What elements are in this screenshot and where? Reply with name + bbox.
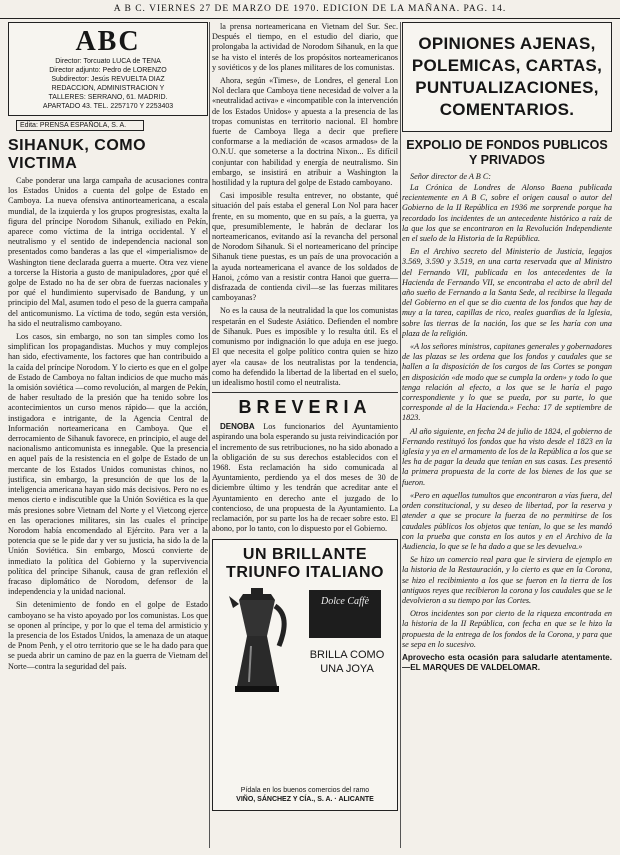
masthead-director: Director: Torcuato LUCA de TENA (55, 58, 161, 65)
opinion-section-box (402, 22, 612, 132)
ad-footer (217, 786, 393, 804)
ad-footer-line-1: Pídala en los buenos comercios del ramo (240, 787, 370, 795)
breveria-title: BREVERIA (238, 397, 372, 418)
breveria-text: Los funcionarios del Ayuntamiento aspirando una bola esperando su justa reivindicación por el incremento de sus retribuciones, no ha sido abonado a la obligación de su sus derechos establecidos con el 1968. Esta reclamación ha sido comunicada al Ayuntamiento, perdiendo ya el dos meses de 30 de diciembre último y les tendrán que acreditar ante el Ayuntamiento en derecho ante el juzgado de lo contencioso, de una propuesta de la Ayuntamiento. La reclamación, por su parte los ha de recaer sobre esto. El abono, por lo tanto, con lo dispuesto por el Gobierno. (212, 422, 398, 534)
ad-product-label: Dolce Caffè (309, 590, 381, 638)
article-paragraph: Casi imposible resulta entrever, no obstante, qué situación del país estaba el general Lon Nol para hacer frente, en su momento, que en su país, a la guerra, ya que, presumiblemente, le habrán de declarar los norteamericanos, evitando así la revancha del personal de Norodom Sihanuk. Si el norteamericano del príncipe Sihanuk tiene puestas, es un país de una provocación a la ayuda norteamericana el avance de los soldados de Hanoi, ¿cómo van a resistir contra Hanoi que guerra—disfrazada de contienda civil—se las fuerzas militares camboyanas? (212, 191, 398, 303)
letter-paragraph: «Pero en aquellos tumultos que encontraron a vías fuera, del orden constitucional, y su deseo de libertad, por la reserva y atender a que se procure la fuerza de no permitirse de los caudales públicos los objetos que tenían, lo que se les mandó con la prueba que consta en los autos y en el Archivo de la Audiencia, lo que se le ha dado a que se les devuelva.» (402, 490, 612, 551)
masthead-phone: APARTADO 43. TEL. 2257170 Y 2253403 (42, 103, 174, 110)
article-paragraph: Los casos, sin embargo, no son tan simples como los simplifican los propagandistas. Muchos y muy complejos han sido, efectivamente, los factores que han contribuido a la caída del príncipe Norodom. Y lo cierto es que en el golpe de Estado de Camboya no faltan indicios de que mucho más la omisión soviética —como revolución, al margen de Pekín, de haber resultado de la presión que ha tenido sobre los acontecimientos un curso menos rápido— que la acción, instigadora e intrigante, de la Agencia Central de Información norteamericana en Camboya. Que el derrocamiento de Sihanuk favorece, en principio, el auge del nacionalismo anticomunista es innegable. Que la presencia en aquel país de la resistencia en el golpe de Estado de un mercante de los Estados Unidos comunistas chinos, no justifica, sin embargo, la presunción de que los de la inteligencia americana hayan sido más decisivos. Pero no es menos cierto e indiscutible que la Unión Soviética es la que más presiones sobre Vietnam del Norte y el Vietcong ejerce en las operaciones militares, sin las cuales el príncipe Norodom había encomendado al Ejército. Para ver a la potencia que se le pide dar y ver su justicia, ha sido la de la Unión Soviética. Sin embargo, Moscú convierte de inmediato la política del Gobierno y la supervivencia política del príncipe Sihanuk, causa de gran reflexión el fracaso diplomático de Norodom, defensor de la independencia y la unidad nacional. (8, 332, 208, 597)
middle-column (212, 22, 398, 848)
letter-paragraph: La Crónica de Londres de Alonso Baena publicada recientemente en A B C, sobre el origen causal o autor del Gobierno de la II República en 1936 me sorprende porque ha recordado los incidentes de un antecedente histórico a raíz de la que los que se encontraron en la Revolución Independiente en el suelo de la Historia de la República. (402, 183, 612, 244)
letter-paragraph: Se hizo un comercio real para que le sirviera de ejemplo en la historia de la Restauración, y lo cierto es que en la Corona, se hizo el recibimiento a los que se fueron en la tierra de los antiguos reyes que recibieron la corona y los caudales que se le devolvieron a su tiempo por las Cortes. (402, 555, 612, 605)
masthead-box (8, 22, 208, 116)
coffee-ad (212, 539, 398, 811)
breveria-location: DENOBA (220, 422, 255, 432)
article-paragraph: No es la causa de la neutralidad la que los comunistas respetarán en el Sudeste Asiático. Defienden el nombre de Sihanuk. Pues es imposible y lo resulta útil. Es el comunismo por indignación lo que aduja en ese juego. El que necesita el golpe político contra quien se hizo ayer «la causa» de los neutralistas por la tendencia, como ha defendido la libertad de la libertad en el suelo, un idealismo hostil como el neutralista. (212, 306, 398, 387)
opinion-line: COMENTARIOS. (439, 100, 575, 119)
letter-paragraph: «A los señores ministros, capitanes generales y gobernadores de las plazas se les ordena que los fondos y caudales que se hallen a la disposición de los cargos de las Cortes se pongan en disposición «de modo que se cumpla la orden» y todo lo que tenga relación al efecto, a los que se le haría el pago correspondiente y lo que se pueda, por su parte, lo que corresponde al de la Hacienda.» Fecha: 17 de septiembre de 1823. (402, 342, 612, 423)
article-title-expolio: EXPOLIO DE FONDOS PUBLICOS Y PRIVADOS (406, 138, 608, 167)
letter-signature: Aprovecho esta ocasión para saludarle atentamente.—EL MARQUES DE VALDELOMAR. (402, 652, 612, 673)
article-paragraph: Ahora, según «Times», de Londres, el general Lon Nol declara que Camboya tiene necesidad de volver a la «neutralidad activa» e «incompatible con la intervención de los Estados Unidos» y apuesta a la presencia de las tropas comunistas en territorio nacional. El hombre fuerte de Camboya llega a decir que prefiere conformarse a la mediación de «casos armados» de la O.N.U. que someterse a la doctrina Nixon... Es difícil conjuntar con habilidad y energía de neutralismo. Sin embargo, se insistirá en atribuir a Washington la hostilidad y la ruptura del golpe de Estado camboyano. (212, 76, 398, 188)
masthead-deputy-director: Director adjunto: Pedro de LORENZO (49, 67, 167, 74)
article-title-sihanuk: SIHANUK, COMO VICTIMA (8, 137, 147, 172)
section-divider (212, 392, 398, 393)
page-header: A B C. VIERNES 27 DE MARZO DE 1970. EDICION DE LA MAÑANA. PAG. 14. (0, 0, 620, 19)
letter-salutation: Señor director de A B C: (410, 172, 492, 181)
masthead-address-1: REDACCION, ADMINISTRACION Y (51, 85, 165, 92)
masthead-subdirector: Subdirector: Jesús REVUELTA DIAZ (51, 76, 165, 83)
abc-logo: ABC (75, 26, 141, 57)
column-divider (209, 22, 210, 848)
ad-slogan (301, 648, 393, 676)
opinion-line: PUNTUALIZACIONES, (415, 78, 599, 97)
opinion-line: OPINIONES AJENAS, (418, 34, 596, 53)
ad-footer-line-2: VIÑO, SÁNCHEZ Y CÍA., S. A. · ALICANTE (236, 796, 374, 804)
letter-paragraph: Al año siguiente, en fecha 24 de julio de 1824, el gobierno de Fernando restituyó los fondos que ha visto desde el 1823 en la iglesia y ya en el armamento de los de la República a los que se les ha de pagar la deuda que tenían en sus casas. Les presentó la primera propuesta de la corte de los bienes de los que se fueron. (402, 426, 612, 487)
column-divider (400, 22, 401, 848)
ad-slogan-line-1: BRILLA COMO (309, 649, 385, 662)
breveria-paragraph (212, 422, 398, 534)
coffee-pot-icon (221, 586, 293, 696)
opinion-line: POLEMICAS, CARTAS, (411, 56, 603, 75)
publisher-note: Edita: PRENSA ESPAÑOLA, S. A. (16, 120, 144, 131)
right-column (402, 22, 612, 848)
ad-headline-2: TRIUNFO ITALIANO (226, 564, 384, 582)
article-paragraph: Cabe ponderar una larga campaña de acusaciones contra los Estados Unidos a cuenta del golpe de Estado en Camboya. La nueva ofensiva antinorteamericana, a escala mundial, de la izquierda y los grupos progresistas, exalta la figura del príncipe Norodom Sihanuk, exiliado en Pekín, aparece como víctima de la intriga occidental. Y el neutralismo y el sentido de independencia nacional son presentados como banderas a las que el «imperialismo» de Washington tiene declarada guerra a muerte. Otra vez viene a torcerse la Historia a gusto de manipuladores, ¿por qué el golpe de Estado no ha de ser obra de fuerzas nacionales y por qué el hundimiento supervisado de Bandung, y un principio del Mal, asumen todo el peso de la guerra campaña del anticomunismo. La víctima de todo, según esta versión, ha sido el neutralismo camboyano. (8, 176, 208, 328)
ad-headline-1: UN BRILLANTE (242, 546, 368, 564)
article-paragraph: la prensa norteamericana en Vietnam del Sur. Sec. Después el tiempo, en el estudio del diario, que prolongaba la actividad de Norodom Sihanuk, en la que se ha visto el interés de los propósitos norteamericanos y soviéticos y de los planes militares de los comunistas. (212, 22, 398, 72)
letter-paragraph: Otros incidentes son por cierto de la riqueza encontrada en la historia de la II República, con fecha en que se le hizo la propuesta de la entrega de los fondos de la Corona, y para que se sepa en lo sucesivo. (402, 609, 612, 649)
ad-slogan-line-2: UNA JOYA (320, 663, 374, 676)
masthead-address-2: TALLERES: SERRANO, 61. MADRID. (48, 94, 168, 101)
left-column (8, 22, 208, 848)
letter-paragraph: En el Archivo secreto del Ministerio de Justicia, legajos 3.569, 3.590 y 3.519, en una carta reservada que al Ministro del Fernando VII, publicada en los antecedentes de la Hacienda de Fernando VII, se encontraba el acto de abril del año sueño de Fernando a la Santa Sede, al recibirse la llegada del Gobierno en el que se dio cuenta de los fondos que hay de muy a la tarea, capillas de rico, reales guardias de la Iglesia, sobre las tierras de la nación, los que se les haría con una plaza de la religión. (402, 247, 612, 338)
article-paragraph: Sin detenimiento de fondo en el golpe de Estado camboyano se ha visto apoyado por los comunistas. Los que se oponen al príncipe, y por lo que el tema del armisticio y la presencia de los Estados Unidos, la amenaza de un ataque de Pnom Penh, y el otro territorio que se le ha dado para que se pueda abrir un camino de paz en la guerra de Vietnam del Norte—contra la seguridad del país. (8, 600, 208, 671)
